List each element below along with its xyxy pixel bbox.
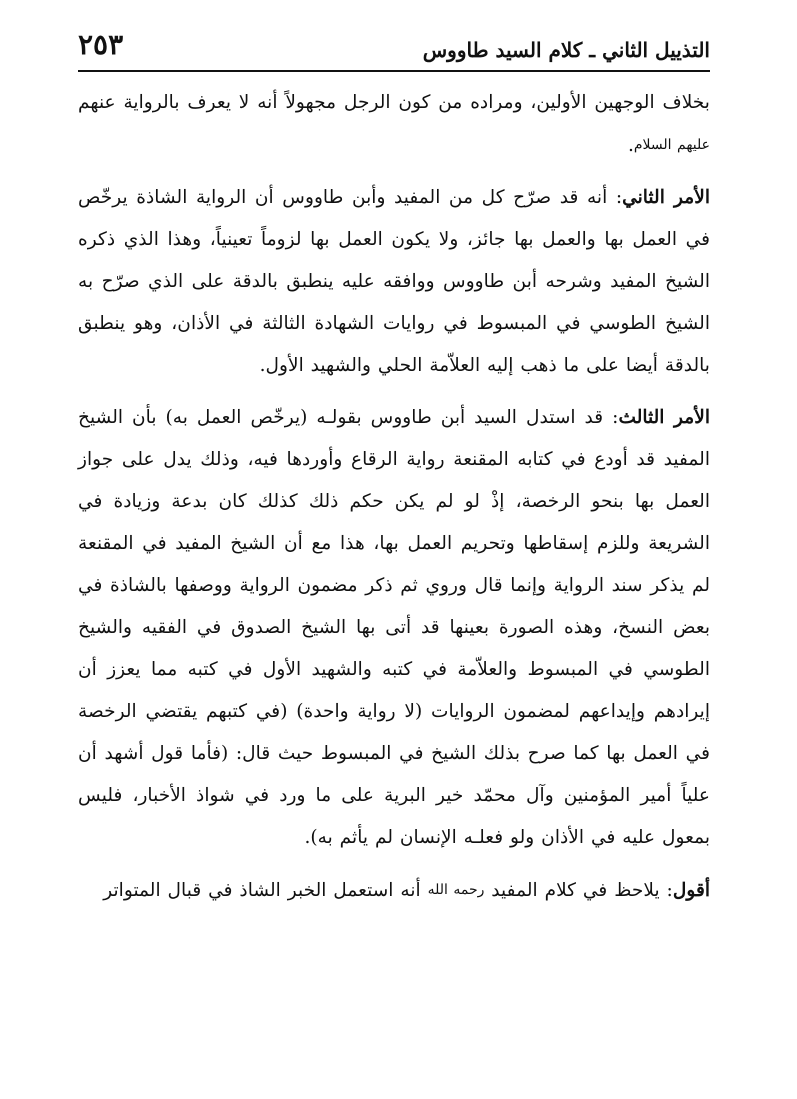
running-title: التذييل الثاني ـ كلام السيد طاووس [422, 38, 710, 62]
paragraph-continuation [78, 82, 710, 167]
paragraph-tail: أنه استعمل الخبر الشاذ في قبال المتواتر [103, 880, 428, 901]
book-page [78, 22, 710, 912]
section-lead-heading: أقول [672, 880, 710, 901]
page-number: ٢٥٣ [78, 28, 124, 61]
body-text [78, 82, 710, 912]
paragraph-aqulu [78, 869, 710, 912]
paragraph-text: : يلاحظ في كلام المفيد [491, 880, 673, 901]
page-header [78, 22, 710, 72]
section-lead-heading: الأمر الثاني [622, 187, 710, 208]
paragraph-third-matter [78, 397, 710, 859]
paragraph-second-matter [78, 177, 710, 387]
paragraph-tail: . [627, 135, 634, 156]
paragraph-text: : قد استدل السيد أبن طاووس بقولـه (يرخّص العمل به) بأن الشيخ المفيد قد أودع في كتابه المقنعة رواية الرقاع وأوردها فيه، وذلك يدل على جواز العمل بها بنحو الرخصة، إذْ لو لم يكن حكم ذلك كذلك كان بدعة وزيادة في الشريعة وللزم إسقاطها وتحريم العمل بها، هذا مع أن الشيخ المفيد في المقنعة لم يذكر سند الرواية وإنما قال وروي ثم ذكر مضمون الرواية ووصفها بالشاذة في بعض النسخ، وهذه الصورة بعينها قد أتى بها الشيخ الصدوق في الفقيه والشيخ الطوسي في المبسوط والعلاّمة في كتبه والشهيد الأول في كتبه مما يعزز أن إيرادهم وإيداعهم لمضمون الروايات (لا رواية واحدة) (في كتبهم يقتضي الرخصة في العمل بها كما صرح بذلك الشيخ في المبسوط حيث قال: (فأما قول أشهد أن علياً أمير المؤمنين وآل محمّد خير البرية على ما ورد في شواذ الأخبار، فليس بمعول عليه في الأذان ولو فعلـه الإنسان لم يأثم به). [78, 407, 710, 848]
honorific-symbol: عليهم السلام [633, 137, 710, 153]
paragraph-text: بخلاف الوجهين الأولين، ومراده من كون الرجل مجهولاً أنه لا يعرف بالرواية عنهم [78, 92, 710, 113]
section-lead-heading: الأمر الثالث [618, 407, 710, 428]
paragraph-text: : أنه قد صرّح كل من المفيد وأبن طاووس أن الرواية الشاذة يرخّص في العمل بها والعمل بها جائز، ولا يكون العمل بها لزوماً تعينياً، وهذا الذي ذكره الشيخ المفيد وشرحه أبن طاووس ووافقه عليه ينطبق بالدقة على الذي صرّح به الشيخ الطوسي في المبسوط في روايات الشهادة الثالثة في الأذان، وهو ينطبق بالدقة أيضا على ما ذهب إليه العلاّمة الحلي والشهيد الأول. [78, 187, 710, 376]
honorific-symbol: رحمه الله [427, 882, 485, 898]
